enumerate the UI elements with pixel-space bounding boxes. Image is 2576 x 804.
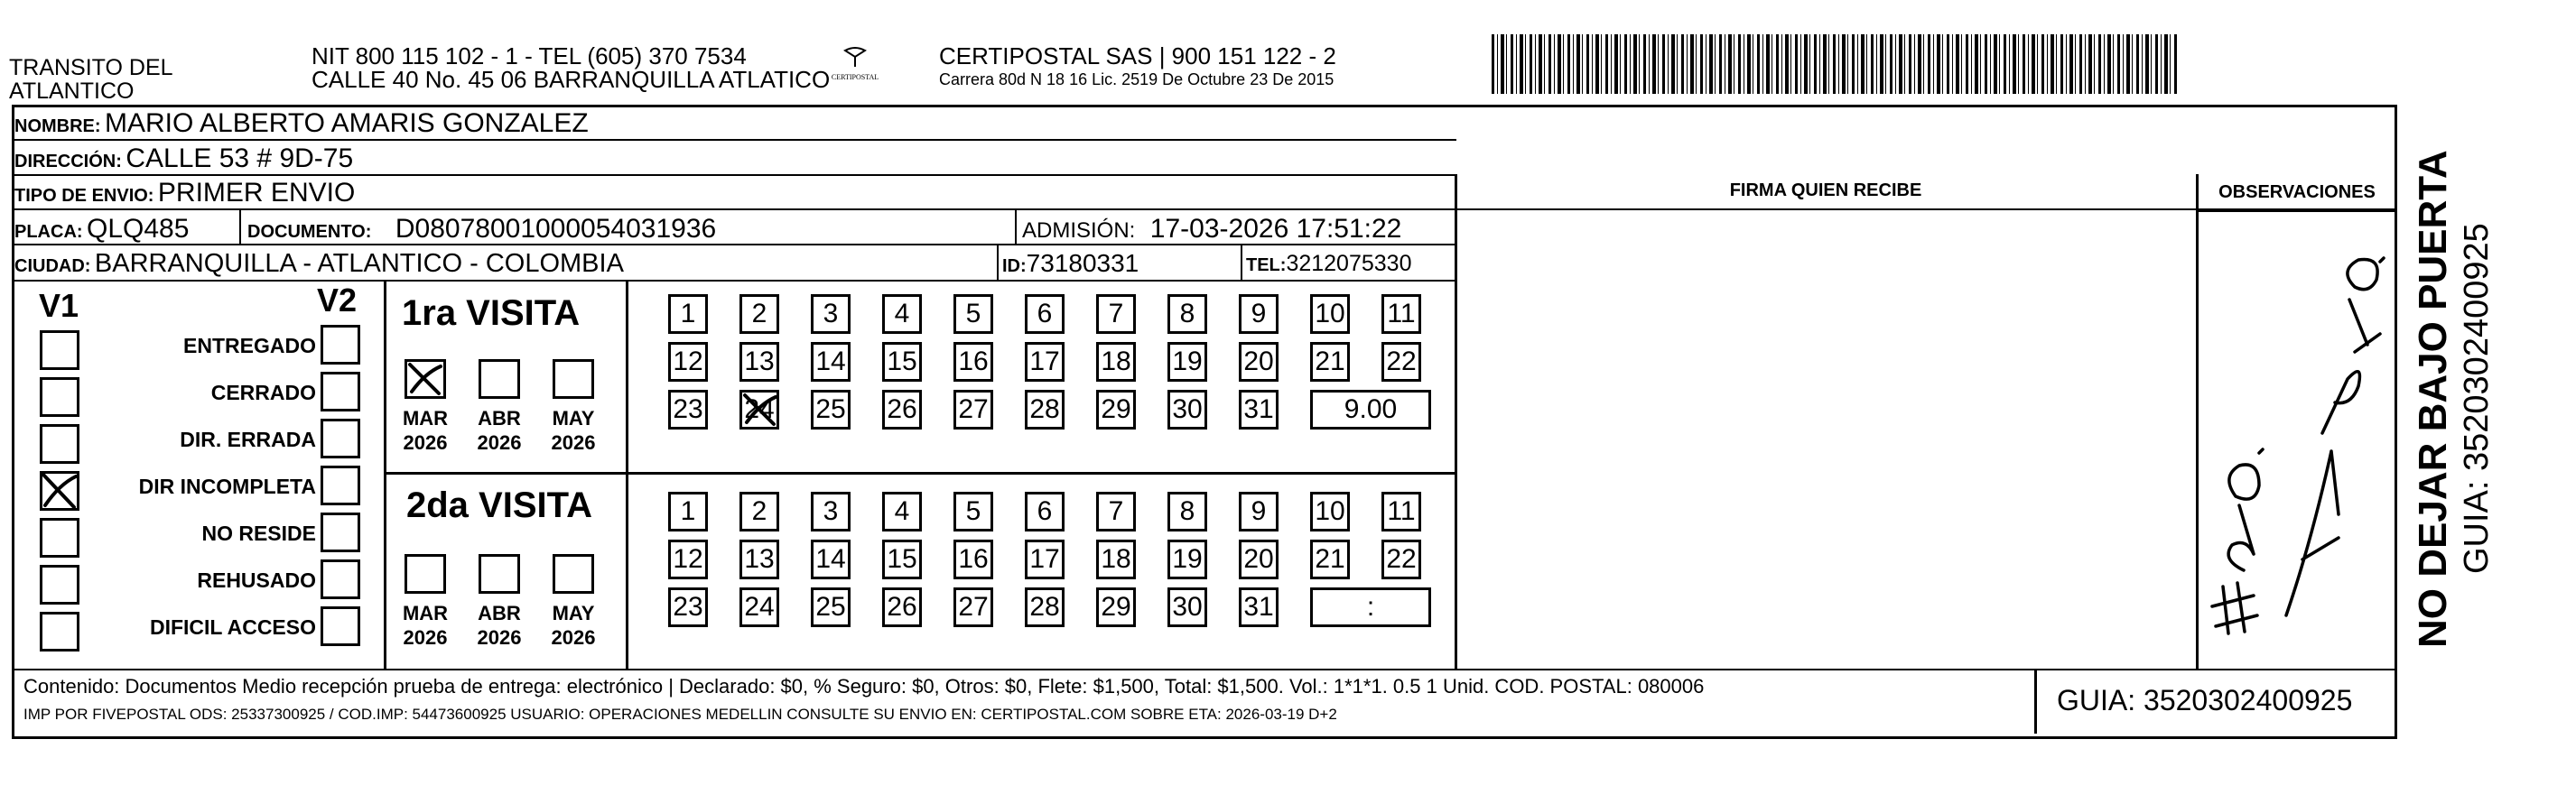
barcode	[1492, 34, 2180, 94]
rule	[384, 472, 1456, 475]
firma-label: FIRMA QUIEN RECIBE	[1729, 180, 1922, 200]
footer-imp: IMP POR FIVEPOSTAL ODS: 25337300925 / COD.IMP: 54473600925 USUARIO: OPERACIONES MEDELLIN CONSULTE SU ENVIO EN: CERTIPOSTAL.COM SOBRE ETA: 2026-03-19 D+2	[23, 706, 1337, 723]
courier-logo-icon	[842, 45, 869, 69]
side-warning: NO DEJAR BAJO PUERTA	[2411, 150, 2455, 648]
day-cell: 3	[811, 294, 851, 334]
ciudad-label: CIUDAD:	[14, 256, 91, 276]
checkbox-v2	[321, 606, 360, 646]
courier-detail: Carrera 80d N 18 16 Lic. 2519 De Octubre 23 De 2015	[939, 70, 1334, 88]
day-cell: 18	[1096, 342, 1136, 382]
rule	[2196, 210, 2395, 212]
checkbox-v2	[321, 513, 360, 552]
month-name: ABR	[478, 602, 521, 624]
day-cell: 14	[811, 342, 851, 382]
day-cell: 28	[1025, 390, 1065, 430]
day-cell: 12	[668, 540, 708, 579]
checklist-option: REHUSADO	[197, 568, 316, 592]
day-cell: 23	[668, 390, 708, 430]
month-label	[544, 406, 603, 455]
day-cell: 11	[1381, 492, 1421, 531]
day-cell: 20	[1239, 540, 1279, 579]
courier-logo-text: CERTIPOSTAL	[831, 73, 879, 81]
tel-row	[1246, 247, 1411, 283]
day-cell: 22	[1381, 342, 1421, 382]
day-cell: 31	[1239, 390, 1279, 430]
checkbox-v1	[40, 330, 79, 370]
nombre-row	[14, 107, 589, 144]
month-label	[544, 601, 603, 650]
nombre-label: NOMBRE:	[14, 116, 101, 136]
day-cell: 24	[739, 390, 779, 430]
checklist-option: DIFICIL ACCESO	[149, 615, 316, 639]
visit2-title: 2da VISITA	[406, 485, 592, 525]
admision-label: ADMISIÓN:	[1022, 218, 1136, 243]
day-cell: 21	[1310, 540, 1350, 579]
month-name: MAR	[402, 407, 449, 430]
checklist-option: DIR INCOMPLETA	[138, 475, 316, 498]
day-cell: 2	[739, 294, 779, 334]
placa-value: QLQ485	[87, 214, 190, 244]
month-label	[395, 601, 455, 650]
courier-name: CERTIPOSTAL SAS | 900 151 122 - 2	[939, 42, 1336, 69]
rule	[2034, 669, 2037, 734]
documento-row	[247, 213, 716, 250]
courier-logo	[820, 45, 890, 92]
day-cell: 16	[953, 540, 993, 579]
checklist-option: NO RESIDE	[201, 522, 316, 545]
day-cell: 11	[1381, 294, 1421, 334]
day-cell: 19	[1167, 540, 1207, 579]
checkbox-v2	[321, 419, 360, 458]
day-cell: 7	[1096, 294, 1136, 334]
day-cell: 15	[882, 540, 922, 579]
checkbox-v1	[40, 565, 79, 605]
id-row	[1002, 247, 1139, 284]
day-cell: 30	[1167, 390, 1207, 430]
month-checkbox	[553, 359, 594, 399]
day-cell: 5	[953, 294, 993, 334]
checkbox-v2	[321, 372, 360, 411]
tipo-label: TIPO DE ENVIO:	[14, 186, 154, 206]
time-field: 9.00	[1310, 390, 1431, 430]
issuer-nit: NIT 800 115 102 - 1 - TEL (605) 370 7534	[312, 42, 747, 69]
day-cell: 8	[1167, 492, 1207, 531]
documento-label: DOCUMENTO:	[247, 222, 372, 242]
day-cell: 27	[953, 587, 993, 627]
direccion-label: DIRECCIÓN:	[14, 152, 122, 171]
month-name: MAY	[552, 602, 595, 624]
rule	[626, 280, 628, 670]
day-cell: 17	[1025, 540, 1065, 579]
day-cell: 22	[1381, 540, 1421, 579]
month-checkbox	[553, 554, 594, 594]
day-cell: 25	[811, 587, 851, 627]
v1-label: V1	[39, 287, 79, 324]
checklist-option: CERRADO	[210, 381, 316, 404]
day-cell: 6	[1025, 294, 1065, 334]
handwritten-observation	[2203, 244, 2393, 659]
footer-contenido: Contenido: Documentos Medio recepción prueba de entrega: electrónico | Declarado: $0, % Seguro: $0, Otros: $0, Flete: $1,500, Total: $1,500. Vol.: 1*1*1. 0.5 1 Unid. COD. POSTAL: 080006	[23, 675, 1705, 698]
issuer-name	[9, 56, 173, 103]
checkbox-v1	[40, 424, 79, 464]
issuer-line-2: ATLANTICO	[9, 79, 135, 104]
month-name: MAR	[402, 602, 449, 624]
visit1-title: 1ra VISITA	[402, 293, 581, 333]
checkbox-v1	[40, 377, 79, 417]
day-cell: 24	[739, 587, 779, 627]
observaciones-label: OBSERVACIONES	[2218, 182, 2376, 202]
day-cell: 21	[1310, 342, 1350, 382]
month-year: 2026	[551, 626, 596, 649]
checkmark-icon	[406, 361, 444, 397]
day-cell: 26	[882, 390, 922, 430]
nombre-value: MARIO ALBERTO AMARIS GONZALEZ	[105, 108, 589, 138]
day-cell: 4	[882, 294, 922, 334]
day-cell: 12	[668, 342, 708, 382]
day-cell: 16	[953, 342, 993, 382]
day-cell: 7	[1096, 492, 1136, 531]
rule	[997, 244, 999, 280]
tel-label: TEL:	[1246, 255, 1287, 275]
day-cell: 10	[1310, 492, 1350, 531]
day-cell: 28	[1025, 587, 1065, 627]
day-cell: 13	[739, 540, 779, 579]
placa-label: PLACA:	[14, 222, 83, 242]
day-cell: 25	[811, 390, 851, 430]
direccion-row	[14, 143, 353, 180]
ciudad-value: BARRANQUILLA - ATLANTICO - COLOMBIA	[94, 249, 624, 278]
day-cell: 30	[1167, 587, 1207, 627]
admision-value: 17-03-2026 17:51:22	[1149, 214, 1402, 244]
month-year: 2026	[403, 626, 448, 649]
day-cell: 15	[882, 342, 922, 382]
rule	[12, 208, 2395, 210]
day-cell: 1	[668, 294, 708, 334]
id-label: ID:	[1002, 256, 1027, 276]
checkbox-v2	[321, 325, 360, 365]
rule	[1455, 174, 1457, 670]
month-checkbox	[405, 554, 446, 594]
day-cell: 4	[882, 492, 922, 531]
month-checkbox	[479, 359, 520, 399]
checkmark-icon	[741, 392, 779, 428]
day-cell: 14	[811, 540, 851, 579]
tipo-value: PRIMER ENVIO	[157, 178, 356, 208]
day-cell: 13	[739, 342, 779, 382]
rule	[12, 669, 2395, 670]
checkbox-v1	[40, 612, 79, 652]
day-cell: 19	[1167, 342, 1207, 382]
month-year: 2026	[551, 431, 596, 454]
month-label	[395, 406, 455, 455]
checklist-option: DIR. ERRADA	[180, 428, 316, 451]
month-name: ABR	[478, 407, 521, 430]
rule	[384, 280, 386, 670]
id-value: 73180331	[1026, 249, 1139, 277]
ciudad-row	[14, 247, 624, 284]
checklist-option: ENTREGADO	[183, 334, 316, 357]
day-cell: 2	[739, 492, 779, 531]
checkbox-v1	[40, 518, 79, 558]
month-checkbox	[479, 554, 520, 594]
day-cell: 8	[1167, 294, 1207, 334]
rule	[2196, 174, 2199, 670]
month-name: MAY	[552, 407, 595, 430]
tel-value: 3212075330	[1286, 251, 1412, 276]
month-year: 2026	[477, 431, 522, 454]
v2-label: V2	[317, 282, 358, 319]
day-cell: 9	[1239, 294, 1279, 334]
day-cell: 23	[668, 587, 708, 627]
month-year: 2026	[477, 626, 522, 649]
admision-row	[1022, 213, 1401, 250]
month-label	[470, 601, 529, 650]
day-cell: 27	[953, 390, 993, 430]
day-cell: 29	[1096, 587, 1136, 627]
rule	[1015, 208, 1017, 245]
side-guia: GUIA: 3520302400925	[2458, 223, 2496, 574]
issuer-address: CALLE 40 No. 45 06 BARRANQUILLA ATLATICO	[312, 66, 831, 93]
checkbox-v2	[321, 559, 360, 599]
day-cell: 17	[1025, 342, 1065, 382]
month-label	[470, 406, 529, 455]
day-cell: 20	[1239, 342, 1279, 382]
day-cell: 6	[1025, 492, 1065, 531]
checkmark-icon	[40, 471, 79, 511]
time-field: :	[1310, 587, 1431, 627]
day-cell: 9	[1239, 492, 1279, 531]
day-cell: 29	[1096, 390, 1136, 430]
day-cell: 10	[1310, 294, 1350, 334]
day-cell: 31	[1239, 587, 1279, 627]
rule	[239, 208, 241, 245]
documento-value: D08078001000054031936	[395, 214, 717, 244]
day-cell: 1	[668, 492, 708, 531]
tipo-row	[14, 177, 355, 214]
month-year: 2026	[403, 431, 448, 454]
footer-guia: GUIA: 3520302400925	[2057, 684, 2353, 716]
day-cell: 5	[953, 492, 993, 531]
issuer-line-1: TRANSITO DEL	[9, 55, 173, 80]
direccion-value: CALLE 53 # 9D-75	[126, 143, 354, 173]
day-cell: 18	[1096, 540, 1136, 579]
day-cell: 3	[811, 492, 851, 531]
checkbox-v2	[321, 466, 360, 505]
placa-row	[14, 213, 189, 250]
day-cell: 26	[882, 587, 922, 627]
